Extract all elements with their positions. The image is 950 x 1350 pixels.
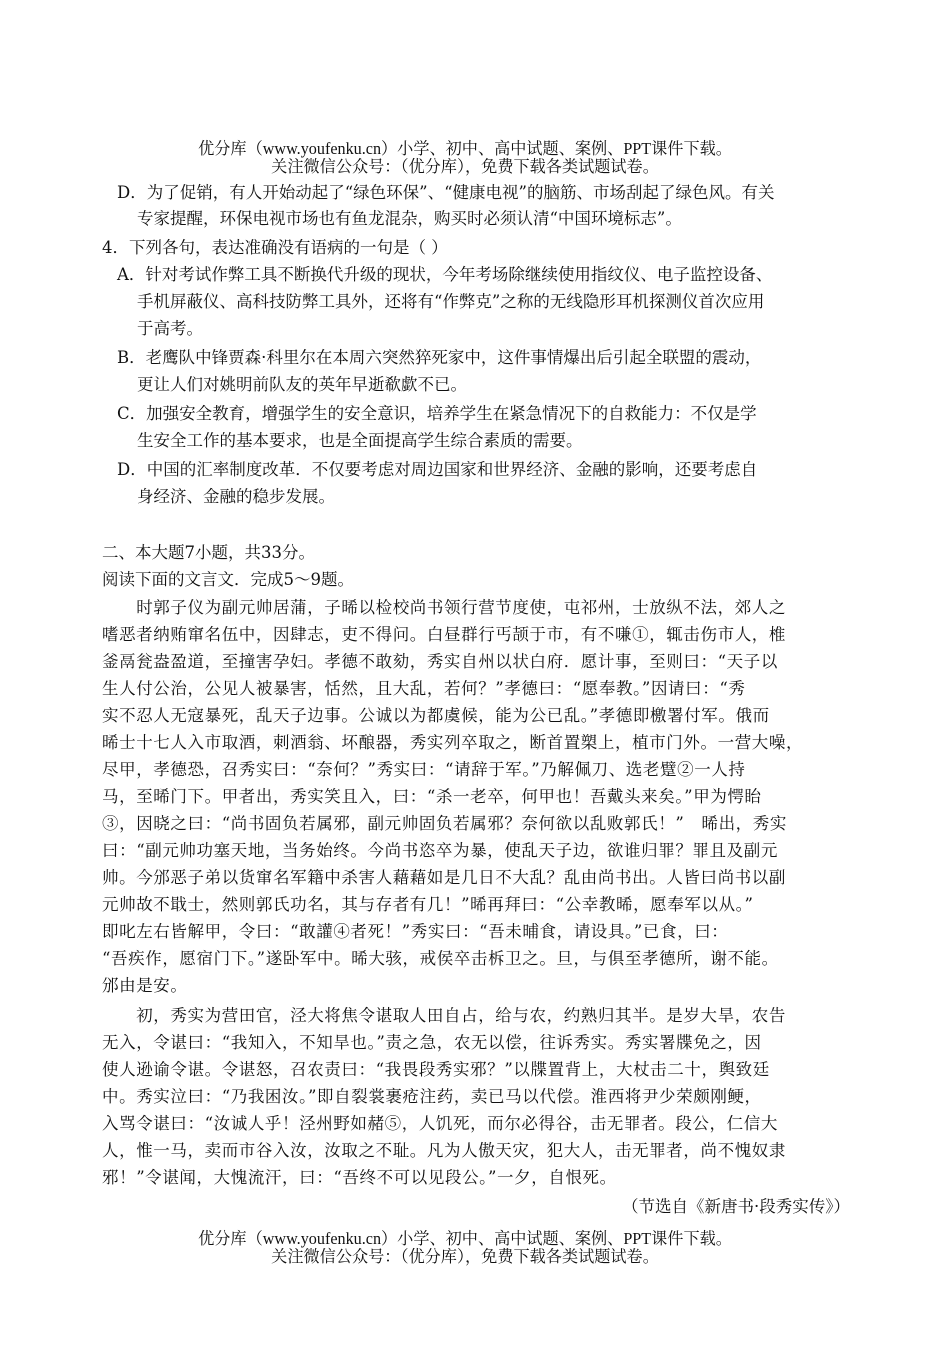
q4-d-line-1: D．中国的汇率制度改革．不仅要考虑对周边国家和世界经济、金融的影响，还要考虑自	[117, 460, 758, 479]
section-2-heading: 二、本大题7小题，共33分。	[102, 543, 315, 562]
q3-d-line-2: 专家提醒，环保电视市场也有鱼龙混杂，购买时必须认清“中国环境标志”。	[137, 209, 682, 228]
passage-line: 实不忍人无寇暴死，乱天子边事。公诚以为都虞候，能为公已乱。”孝德即檄署付军。俄而	[102, 706, 770, 725]
passage-line: 生人付公治，公见人被暴害，恬然，且大乱，若何？”孝德曰：“愿奉教。”因请曰：“秀	[102, 679, 746, 698]
q4-b-line-2: 更让人们对姚明前队友的英年早逝欷歔不已。	[137, 375, 467, 394]
q4-a-line-1: A．针对考试作弊工具不断换代升级的现状，今年考场除继续使用指纹仪、电子监控设备、	[117, 265, 773, 284]
passage-line: 无入，令谌曰：“我知入，不知旱也。”责之急，农无以偿，往诉秀实。秀实署牒免之，因	[102, 1033, 762, 1052]
footer-line-2: 关注微信公众号：（优分库），免费下载各类试题试卷。	[271, 1247, 659, 1266]
passage-line: 入骂令谌曰：“汝诚人乎！泾州野如赭⑤，人饥死，而尔必得谷，击无罪者。段公，仁信大	[102, 1114, 778, 1133]
passage-source: （节选自《新唐书·段秀实传》）	[622, 1197, 850, 1216]
passage-line: 即叱左右皆解甲，令曰：“敢讙④者死！”秀实曰：“吾未晡食，请设具。”已食，曰：	[102, 922, 729, 941]
passage-line: 马，至晞门下。甲者出，秀实笑且入，曰：“杀一老卒，何甲也！吾戴头来矣。”甲为愕眙	[102, 787, 762, 806]
q4-a-line-3: 于高考。	[137, 319, 203, 338]
passage-line: 曰：“副元帅功塞天地，当务始终。今尚书恣卒为暴，使乱天子边，欲谁归罪？罪且及副元	[102, 841, 778, 860]
passage-line: 晞士十七人入市取酒，刺酒翁、坏酿器，秀实列卒取之，断首置槊上，植市门外。一营大噪，	[102, 733, 804, 752]
passage-line: 初，秀实为营田官，泾大将焦令谌取人田自占，给与农，约熟归其半。是岁大旱，农告	[102, 1006, 786, 1025]
passage-line: 邠由是安。	[102, 976, 188, 995]
q4-c-line-2: 生安全工作的基本要求，也是全面提高学生综合素质的需要。	[137, 431, 583, 450]
q4-a-line-2: 手机屏蔽仪、高科技防弊工具外，还将有“作弊克”之称的无线隐形耳机探测仪首次应用	[137, 292, 765, 311]
passage-line: ③，因晓之曰：“尚书固负若属邪，副元帅固负若属邪？奈何欲以乱败郭氏！” 晞出，秀实	[102, 814, 787, 833]
passage-line: 中。秀实泣曰：“乃我困汝。”即自裂裳裹疮注药，卖已马以代偿。淮西将尹少荣颇刚鲠，	[102, 1087, 762, 1106]
passage-line: “吾疾作，愿宿门下。”遂卧军中。晞大骇，戒侯卒击柝卫之。旦，与俱至孝德所，谢不能。	[102, 949, 779, 968]
passage-line: 人，惟一马，卖而市谷入汝，汝取之不耻。凡为人傲天灾，犯大人，击无罪者，尚不愧奴隶	[102, 1141, 786, 1160]
q4-b-line-1: B．老鹰队中锋贾森·科里尔在本周六突然猝死家中，这件事情爆出后引起全联盟的震动，	[117, 348, 762, 367]
passage-line: 尽甲，孝德恐，召秀实曰：“奈何？”秀实曰：“请辞于军。”乃解佩刀、选老躄②一人持	[102, 760, 746, 779]
passage-line: 元帅故不戢士，然则郭氏功名，其与存者有几！”晞再拜曰：“公幸教晞，愿奉军以从。”	[102, 895, 754, 914]
passage-line: 邪！”令谌闻，大愧流汗，曰：“吾终不可以见段公。”一夕，自恨死。	[102, 1168, 617, 1187]
section-2-instruction: 阅读下面的文言文．完成5～9题。	[102, 570, 354, 589]
q4-d-line-2: 身经济、金融的稳步发展。	[137, 487, 335, 506]
passage-line: 使人逊谕令谌。令谌怒，召农责曰：“我畏段秀实邪？”以牒置背上，大杖击二十，舆致廷	[102, 1060, 770, 1079]
passage-line: 时郭子仪为副元帅居蒲，子晞以检校尚书领行营节度使，屯祁州，士放纵不法，郊人之	[102, 598, 786, 617]
header-line-2: 关注微信公众号：（优分库），免费下载各类试题试卷。	[271, 157, 659, 176]
passage-line: 釜鬲瓮盎盈道，至撞害孕妇。孝德不敢劾，秀实自州以状白府．愿计事，至则曰：“天子以	[102, 652, 778, 671]
passage-line: 嗜恶者纳贿窜名伍中，因肆志，吏不得问。白昼群行丐颉于市，有不嗛①，辄击伤市人，椎	[102, 625, 786, 644]
q3-d-line-1: D．为了促销，有人开始动起了“绿色环保”、“健康电视”的脑筋、市场刮起了绿色风。有关	[117, 183, 775, 202]
q4-stem: 4．下列各句，表达准确没有语病的一句是（ ）	[102, 238, 448, 257]
footer-line-1: 优分库（www.youfenku.cn）小学、初中、高中试题、案例、PPT课件下载。	[198, 1229, 732, 1248]
header-line-1: 优分库（www.youfenku.cn）小学、初中、高中试题、案例、PPT课件下载。	[198, 139, 732, 158]
passage-line: 帅。今邠恶子弟以货窜名军籍中杀害人藉藉如是几日不大乱？乱由尚书出。人皆曰尚书以副	[102, 868, 786, 887]
q4-c-line-1: C．加强安全教育，增强学生的安全意识，培养学生在紧急情况下的自救能力：不仅是学	[117, 404, 757, 423]
